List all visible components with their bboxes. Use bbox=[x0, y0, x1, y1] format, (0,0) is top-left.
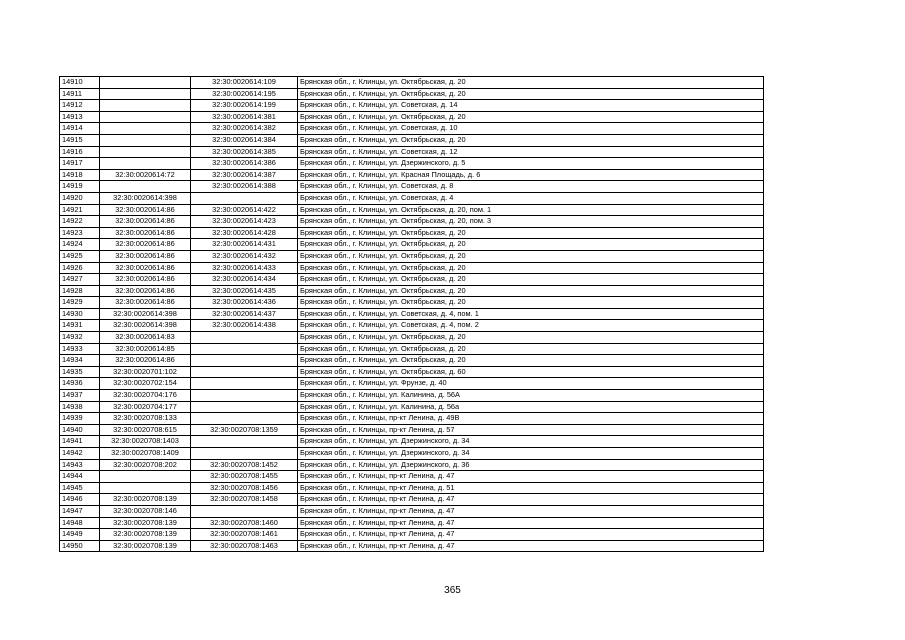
address-cell: Брянская обл., г. Клинцы, ул. Октябрьская, д. 20 bbox=[298, 297, 764, 309]
row-number-cell: 14928 bbox=[60, 285, 100, 297]
table-row bbox=[60, 482, 764, 494]
table-row bbox=[60, 274, 764, 286]
address-cell: Брянская обл., г. Клинцы, ул. Октябрьская, д. 20 bbox=[298, 250, 764, 262]
table-row bbox=[60, 181, 764, 193]
row-number-cell: 14926 bbox=[60, 262, 100, 274]
cadastral-number-cell: 32:30:0020614:387 bbox=[191, 169, 298, 181]
address-cell: Брянская обл., г. Клинцы, пр-кт Ленина, д. 47 bbox=[298, 529, 764, 541]
cadastral-number-cell: 32:30:0020614:434 bbox=[191, 274, 298, 286]
parent-cadastral-number-cell: 32:30:0020614:86 bbox=[100, 285, 191, 297]
parent-cadastral-number-cell: 32:30:0020614:83 bbox=[100, 332, 191, 344]
cadastral-number-cell bbox=[191, 413, 298, 425]
address-cell: Брянская обл., г. Клинцы, пр-кт Ленина, д. 51 bbox=[298, 482, 764, 494]
table-row bbox=[60, 297, 764, 309]
row-number-cell: 14921 bbox=[60, 204, 100, 216]
table-row bbox=[60, 146, 764, 158]
address-cell: Брянская обл., г. Клинцы, ул. Октябрьская, д. 20 bbox=[298, 343, 764, 355]
cadastral-number-cell: 32:30:0020614:423 bbox=[191, 216, 298, 228]
page-number: 365 bbox=[444, 585, 461, 596]
parent-cadastral-number-cell bbox=[100, 471, 191, 483]
address-cell: Брянская обл., г. Клинцы, ул. Дзержинского, д. 34 bbox=[298, 448, 764, 460]
cadastral-number-cell: 32:30:0020614:384 bbox=[191, 134, 298, 146]
parent-cadastral-number-cell: 32:30:0020708:615 bbox=[100, 424, 191, 436]
table-row bbox=[60, 320, 764, 332]
parent-cadastral-number-cell: 32:30:0020614:86 bbox=[100, 204, 191, 216]
cadastral-number-cell: 32:30:0020614:437 bbox=[191, 308, 298, 320]
table-row bbox=[60, 505, 764, 517]
cadastral-number-cell: 32:30:0020614:436 bbox=[191, 297, 298, 309]
parent-cadastral-number-cell: 32:30:0020708:1403 bbox=[100, 436, 191, 448]
table-row bbox=[60, 134, 764, 146]
cadastral-number-cell bbox=[191, 448, 298, 460]
parent-cadastral-number-cell: 32:30:0020614:86 bbox=[100, 297, 191, 309]
address-cell: Брянская обл., г. Клинцы, пр-кт Ленина, д. 47 bbox=[298, 494, 764, 506]
address-cell: Брянская обл., г. Клинцы, ул. Красная Площадь, д. 6 bbox=[298, 169, 764, 181]
address-cell: Брянская обл., г. Клинцы, ул. Октябрьская, д. 20 bbox=[298, 239, 764, 251]
address-cell: Брянская обл., г. Клинцы, ул. Октябрьская, д. 20 bbox=[298, 285, 764, 297]
cadastral-number-cell: 32:30:0020708:1456 bbox=[191, 482, 298, 494]
row-number-cell: 14942 bbox=[60, 448, 100, 460]
parent-cadastral-number-cell bbox=[100, 482, 191, 494]
address-cell: Брянская обл., г. Клинцы, ул. Октябрьская, д. 20 bbox=[298, 355, 764, 367]
table-row bbox=[60, 227, 764, 239]
row-number-cell: 14950 bbox=[60, 540, 100, 552]
cadastral-number-cell bbox=[191, 366, 298, 378]
table-row bbox=[60, 413, 764, 425]
row-number-cell: 14933 bbox=[60, 343, 100, 355]
cadastral-number-cell: 32:30:0020614:381 bbox=[191, 111, 298, 123]
parent-cadastral-number-cell: 32:30:0020614:398 bbox=[100, 308, 191, 320]
cadastral-number-cell: 32:30:0020614:435 bbox=[191, 285, 298, 297]
address-cell: Брянская обл., г. Клинцы, ул. Калинина, д. 56А bbox=[298, 390, 764, 402]
row-number-cell: 14930 bbox=[60, 308, 100, 320]
row-number-cell: 14946 bbox=[60, 494, 100, 506]
parent-cadastral-number-cell: 32:30:0020708:139 bbox=[100, 529, 191, 541]
row-number-cell: 14948 bbox=[60, 517, 100, 529]
parent-cadastral-number-cell: 32:30:0020614:398 bbox=[100, 320, 191, 332]
parent-cadastral-number-cell: 32:30:0020701:102 bbox=[100, 366, 191, 378]
row-number-cell: 14939 bbox=[60, 413, 100, 425]
cadastral-number-cell: 32:30:0020708:1463 bbox=[191, 540, 298, 552]
cadastral-number-cell: 32:30:0020708:1452 bbox=[191, 459, 298, 471]
cadastral-number-cell bbox=[191, 355, 298, 367]
cadastral-number-cell bbox=[191, 436, 298, 448]
table-row bbox=[60, 424, 764, 436]
cadastral-number-cell: 32:30:0020614:428 bbox=[191, 227, 298, 239]
table-row bbox=[60, 158, 764, 170]
parent-cadastral-number-cell: 32:30:0020704:177 bbox=[100, 401, 191, 413]
row-number-cell: 14931 bbox=[60, 320, 100, 332]
address-cell: Брянская обл., г. Клинцы, ул. Советская, д. 8 bbox=[298, 181, 764, 193]
row-number-cell: 14910 bbox=[60, 77, 100, 89]
parent-cadastral-number-cell: 32:30:0020614:86 bbox=[100, 216, 191, 228]
row-number-cell: 14912 bbox=[60, 100, 100, 112]
parent-cadastral-number-cell bbox=[100, 123, 191, 135]
row-number-cell: 14911 bbox=[60, 88, 100, 100]
address-cell: Брянская обл., г. Клинцы, ул. Дзержинского, д. 5 bbox=[298, 158, 764, 170]
address-cell: Брянская обл., г. Клинцы, ул. Октябрьская, д. 20 bbox=[298, 111, 764, 123]
cadastral-number-cell: 32:30:0020614:432 bbox=[191, 250, 298, 262]
table-row bbox=[60, 308, 764, 320]
parent-cadastral-number-cell: 32:30:0020614:85 bbox=[100, 343, 191, 355]
row-number-cell: 14918 bbox=[60, 169, 100, 181]
parent-cadastral-number-cell: 32:30:0020708:1409 bbox=[100, 448, 191, 460]
row-number-cell: 14924 bbox=[60, 239, 100, 251]
address-cell: Брянская обл., г. Клинцы, пр-кт Ленина, д. 49В bbox=[298, 413, 764, 425]
table-row bbox=[60, 494, 764, 506]
parent-cadastral-number-cell: 32:30:0020708:133 bbox=[100, 413, 191, 425]
table-row bbox=[60, 88, 764, 100]
table-row bbox=[60, 111, 764, 123]
row-number-cell: 14934 bbox=[60, 355, 100, 367]
table-row bbox=[60, 378, 764, 390]
address-cell: Брянская обл., г. Клинцы, ул. Фрунзе, д. 40 bbox=[298, 378, 764, 390]
parent-cadastral-number-cell: 32:30:0020708:146 bbox=[100, 505, 191, 517]
table-row bbox=[60, 192, 764, 204]
address-cell: Брянская обл., г. Клинцы, ул. Октябрьская, д. 20 bbox=[298, 274, 764, 286]
address-cell: Брянская обл., г. Клинцы, пр-кт Ленина, д. 47 bbox=[298, 505, 764, 517]
parent-cadastral-number-cell: 32:30:0020704:176 bbox=[100, 390, 191, 402]
table-row bbox=[60, 390, 764, 402]
cadastral-number-cell: 32:30:0020614:438 bbox=[191, 320, 298, 332]
address-cell: Брянская обл., г. Клинцы, ул. Советская, д. 10 bbox=[298, 123, 764, 135]
table-row bbox=[60, 436, 764, 448]
address-cell: Брянская обл., г. Клинцы, ул. Советская, д. 12 bbox=[298, 146, 764, 158]
row-number-cell: 14936 bbox=[60, 378, 100, 390]
cadastral-number-cell bbox=[191, 401, 298, 413]
address-cell: Брянская обл., г. Клинцы, ул. Октябрьская, д. 20 bbox=[298, 88, 764, 100]
address-cell: Брянская обл., г. Клинцы, ул. Советская, д. 14 bbox=[298, 100, 764, 112]
table-row bbox=[60, 517, 764, 529]
parent-cadastral-number-cell: 32:30:0020614:72 bbox=[100, 169, 191, 181]
row-number-cell: 14917 bbox=[60, 158, 100, 170]
parent-cadastral-number-cell: 32:30:0020702:154 bbox=[100, 378, 191, 390]
cadastral-number-cell: 32:30:0020614:195 bbox=[191, 88, 298, 100]
parent-cadastral-number-cell: 32:30:0020614:86 bbox=[100, 250, 191, 262]
row-number-cell: 14941 bbox=[60, 436, 100, 448]
parent-cadastral-number-cell: 32:30:0020708:139 bbox=[100, 517, 191, 529]
table-row bbox=[60, 332, 764, 344]
table-body bbox=[60, 77, 764, 552]
cadastral-number-cell: 32:30:0020614:109 bbox=[191, 77, 298, 89]
table-row bbox=[60, 100, 764, 112]
cadastral-number-cell: 32:30:0020614:388 bbox=[191, 181, 298, 193]
table-row bbox=[60, 343, 764, 355]
row-number-cell: 14919 bbox=[60, 181, 100, 193]
address-cell: Брянская обл., г. Клинцы, ул. Октябрьская, д. 20 bbox=[298, 134, 764, 146]
row-number-cell: 14944 bbox=[60, 471, 100, 483]
address-cell: Брянская обл., г. Клинцы, ул. Октябрьская, д. 20 bbox=[298, 332, 764, 344]
row-number-cell: 14945 bbox=[60, 482, 100, 494]
row-number-cell: 14922 bbox=[60, 216, 100, 228]
parent-cadastral-number-cell bbox=[100, 88, 191, 100]
table-row bbox=[60, 123, 764, 135]
address-cell: Брянская обл., г. Клинцы, ул. Октябрьская, д. 20, пом. 1 bbox=[298, 204, 764, 216]
cadastral-number-cell bbox=[191, 505, 298, 517]
row-number-cell: 14923 bbox=[60, 227, 100, 239]
cadastral-number-cell: 32:30:0020614:433 bbox=[191, 262, 298, 274]
address-cell: Брянская обл., г. Клинцы, ул. Дзержинского, д. 34 bbox=[298, 436, 764, 448]
table-row bbox=[60, 262, 764, 274]
table-row bbox=[60, 401, 764, 413]
cadastral-number-cell: 32:30:0020708:1455 bbox=[191, 471, 298, 483]
address-cell: Брянская обл., г. Клинцы, ул. Советская, д. 4, пом. 2 bbox=[298, 320, 764, 332]
parent-cadastral-number-cell: 32:30:0020708:139 bbox=[100, 540, 191, 552]
address-cell: Брянская обл., г. Клинцы, ул. Советская, д. 4 bbox=[298, 192, 764, 204]
row-number-cell: 14916 bbox=[60, 146, 100, 158]
cadastral-number-cell: 32:30:0020614:382 bbox=[191, 123, 298, 135]
cadastral-number-cell: 32:30:0020708:1461 bbox=[191, 529, 298, 541]
cadastral-number-cell: 32:30:0020708:1359 bbox=[191, 424, 298, 436]
parent-cadastral-number-cell: 32:30:0020708:202 bbox=[100, 459, 191, 471]
address-cell: Брянская обл., г. Клинцы, ул. Октябрьская, д. 60 bbox=[298, 366, 764, 378]
cadastral-number-cell: 32:30:0020614:422 bbox=[191, 204, 298, 216]
row-number-cell: 14949 bbox=[60, 529, 100, 541]
parent-cadastral-number-cell: 32:30:0020614:86 bbox=[100, 262, 191, 274]
address-cell: Брянская обл., г. Клинцы, ул. Советская, д. 4, пом. 1 bbox=[298, 308, 764, 320]
parent-cadastral-number-cell bbox=[100, 100, 191, 112]
cadastral-number-cell: 32:30:0020614:431 bbox=[191, 239, 298, 251]
row-number-cell: 14943 bbox=[60, 459, 100, 471]
cadastral-number-cell bbox=[191, 378, 298, 390]
parent-cadastral-number-cell: 32:30:0020614:398 bbox=[100, 192, 191, 204]
parent-cadastral-number-cell: 32:30:0020708:139 bbox=[100, 494, 191, 506]
table-row bbox=[60, 285, 764, 297]
row-number-cell: 14947 bbox=[60, 505, 100, 517]
row-number-cell: 14913 bbox=[60, 111, 100, 123]
parent-cadastral-number-cell bbox=[100, 146, 191, 158]
row-number-cell: 14940 bbox=[60, 424, 100, 436]
address-cell: Брянская обл., г. Клинцы, ул. Октябрьская, д. 20 bbox=[298, 227, 764, 239]
table-row bbox=[60, 77, 764, 89]
address-cell: Брянская обл., г. Клинцы, пр-кт Ленина, д. 47 bbox=[298, 517, 764, 529]
cadastral-number-cell bbox=[191, 332, 298, 344]
address-cell: Брянская обл., г. Клинцы, пр-кт Ленина, д. 47 bbox=[298, 540, 764, 552]
table-row bbox=[60, 459, 764, 471]
table-row bbox=[60, 204, 764, 216]
row-number-cell: 14929 bbox=[60, 297, 100, 309]
cadastral-number-cell: 32:30:0020708:1458 bbox=[191, 494, 298, 506]
cadastral-number-cell: 32:30:0020614:386 bbox=[191, 158, 298, 170]
table-row bbox=[60, 355, 764, 367]
table-row bbox=[60, 169, 764, 181]
table-row bbox=[60, 239, 764, 251]
parent-cadastral-number-cell: 32:30:0020614:86 bbox=[100, 227, 191, 239]
table-row bbox=[60, 216, 764, 228]
parent-cadastral-number-cell: 32:30:0020614:86 bbox=[100, 239, 191, 251]
address-cell: Брянская обл., г. Клинцы, ул. Октябрьская, д. 20, пом. 3 bbox=[298, 216, 764, 228]
cadastral-number-cell bbox=[191, 192, 298, 204]
cadastral-number-cell: 32:30:0020708:1460 bbox=[191, 517, 298, 529]
parent-cadastral-number-cell bbox=[100, 134, 191, 146]
parent-cadastral-number-cell: 32:30:0020614:86 bbox=[100, 355, 191, 367]
row-number-cell: 14932 bbox=[60, 332, 100, 344]
table-row bbox=[60, 540, 764, 552]
row-number-cell: 14920 bbox=[60, 192, 100, 204]
cadastral-number-cell: 32:30:0020614:199 bbox=[191, 100, 298, 112]
table-row bbox=[60, 529, 764, 541]
table-row bbox=[60, 448, 764, 460]
row-number-cell: 14925 bbox=[60, 250, 100, 262]
address-cell: Брянская обл., г. Клинцы, пр-кт Ленина, д. 47 bbox=[298, 471, 764, 483]
table-row bbox=[60, 366, 764, 378]
table-row bbox=[60, 250, 764, 262]
parent-cadastral-number-cell: 32:30:0020614:86 bbox=[100, 274, 191, 286]
address-cell: Брянская обл., г. Клинцы, ул. Калинина, д. 56а bbox=[298, 401, 764, 413]
address-cell: Брянская обл., г. Клинцы, ул. Октябрьская, д. 20 bbox=[298, 77, 764, 89]
cadastral-number-cell bbox=[191, 390, 298, 402]
row-number-cell: 14937 bbox=[60, 390, 100, 402]
row-number-cell: 14938 bbox=[60, 401, 100, 413]
row-number-cell: 14935 bbox=[60, 366, 100, 378]
property-table bbox=[59, 76, 764, 552]
row-number-cell: 14927 bbox=[60, 274, 100, 286]
cadastral-number-cell bbox=[191, 343, 298, 355]
parent-cadastral-number-cell bbox=[100, 77, 191, 89]
table-row bbox=[60, 471, 764, 483]
parent-cadastral-number-cell bbox=[100, 181, 191, 193]
address-cell: Брянская обл., г. Клинцы, ул. Октябрьская, д. 20 bbox=[298, 262, 764, 274]
cadastral-number-cell: 32:30:0020614:385 bbox=[191, 146, 298, 158]
address-cell: Брянская обл., г. Клинцы, ул. Дзержинского, д. 36 bbox=[298, 459, 764, 471]
parent-cadastral-number-cell bbox=[100, 111, 191, 123]
parent-cadastral-number-cell bbox=[100, 158, 191, 170]
row-number-cell: 14915 bbox=[60, 134, 100, 146]
address-cell: Брянская обл., г. Клинцы, пр-кт Ленина, д. 57 bbox=[298, 424, 764, 436]
row-number-cell: 14914 bbox=[60, 123, 100, 135]
